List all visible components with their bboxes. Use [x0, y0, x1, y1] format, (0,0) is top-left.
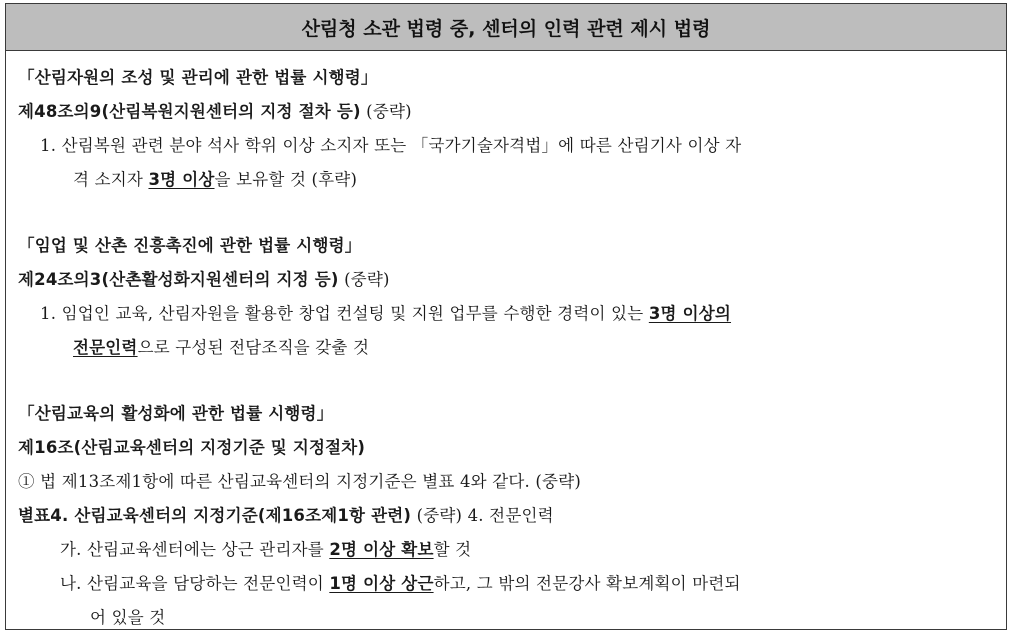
- table-title: 산림청 소관 법령 중, 센터의 인력 관련 제시 법령: [301, 17, 711, 40]
- article-2-heading: 제24조의3(산촌활성화지원센터의 지정 등): [18, 270, 339, 289]
- law-title-3: 「산림교육의 활성화에 관한 법률 시행령」: [18, 404, 334, 423]
- spacer: [18, 365, 996, 397]
- annex-item-na-line2: 어 있을 것: [90, 608, 166, 627]
- annex-item-ga-text-b: 할 것: [433, 540, 472, 559]
- table-body: [6, 51, 1006, 635]
- annex-4-heading: 별표4. 산림교육센터의 지정기준(제16조제1항 관련): [18, 506, 412, 525]
- article-1-item-text-b: 을 보유할 것 (후략): [214, 170, 358, 189]
- article-2-item-line2: [18, 331, 996, 365]
- article-2-item-line1: [18, 297, 996, 331]
- annex-4: [18, 499, 996, 533]
- annex-item-na-text-b: 하고, 그 밖의 전문강사 확보계획이 마련되: [433, 574, 741, 593]
- annex-item-ga-text-a: 가. 산림교육센터에는 상근 관리자를: [60, 540, 330, 559]
- table-header: [6, 4, 1006, 51]
- annex-4-rest: (중략) 4. 전문인력: [411, 506, 554, 525]
- annex-item-ga: [18, 533, 996, 567]
- article-2: [18, 263, 996, 297]
- article-3-heading: 제16조(산림교육센터의 지정기준 및 지정절차): [18, 438, 366, 457]
- article-2-item-text-b: 으로 구성된 전담조직을 갖출 것: [137, 338, 370, 357]
- article-1-item-text-a: 격 소지자: [73, 170, 149, 189]
- article-2-item-emphasis-a: 3명 이상의: [648, 304, 732, 323]
- article-1-note: (중략): [360, 102, 412, 121]
- article-1-heading: 제48조의9(산림복원지원센터의 지정 절차 등): [18, 102, 361, 121]
- annex-item-na: [18, 567, 996, 601]
- article-3-clause: ① 법 제13조제1항에 따른 산림교육센터의 지정기준은 별표 4와 같다. (중략): [18, 472, 581, 491]
- regulation-table: [5, 3, 1007, 630]
- law-title-1: 「산림자원의 조성 및 관리에 관한 법률 시행령」: [18, 68, 378, 87]
- article-2-item-emphasis-b: 전문인력: [73, 338, 138, 357]
- article-1-item-line1: 1. 산림복원 관련 분야 석사 학위 이상 소지자 또는 「국가기술자격법」에 따른 산림기사 이상 자: [40, 136, 742, 155]
- article-1-item-emphasis: 3명 이상: [148, 170, 215, 189]
- article-1: [18, 95, 996, 129]
- article-2-item-text-a: 1. 임업인 교육, 산림자원을 활용한 창업 컨설팅 및 지원 업무를 수행한 경력이 있는: [40, 304, 649, 323]
- article-2-note: (중략): [338, 270, 390, 289]
- annex-item-na-emphasis: 1명 이상 상근: [329, 574, 434, 593]
- annex-item-na-text-a: 나. 산림교육을 담당하는 전문인력이: [60, 574, 330, 593]
- spacer: [18, 197, 996, 229]
- annex-item-ga-emphasis: 2명 이상 확보: [329, 540, 434, 559]
- law-title-2: 「임업 및 산촌 진흥촉진에 관한 법률 시행령」: [18, 236, 362, 255]
- article-1-item-line2: [18, 163, 996, 197]
